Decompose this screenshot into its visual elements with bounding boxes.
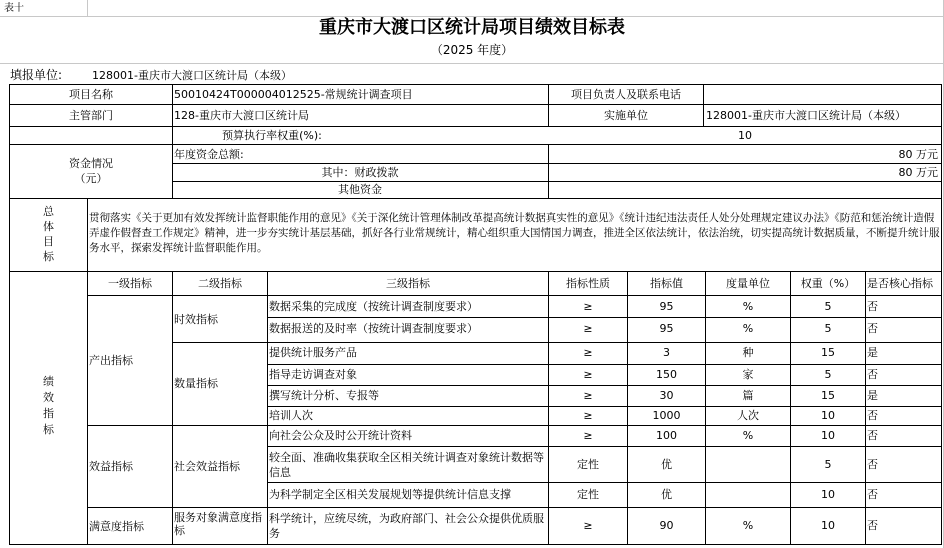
indicator-label-char: 指: [43, 407, 54, 420]
row-border: [9, 198, 942, 199]
indicator-nature: ≥: [583, 389, 593, 402]
indicator-unit: %: [742, 322, 754, 335]
indicator-core: 是: [867, 389, 878, 402]
indicator-nature: ≥: [583, 368, 593, 381]
indicator-weight: 5: [824, 368, 832, 381]
indicator-name: 提供统计服务产品: [269, 346, 357, 359]
indicator-name: 为科学制定全区相关发展规划等提供统计信息支撑: [269, 488, 511, 501]
indicator-nature: ≥: [583, 322, 593, 335]
table-left-border: [9, 84, 10, 545]
row-border: [172, 163, 942, 164]
header-level3: 三级指标: [386, 277, 430, 290]
col-border: [865, 271, 866, 545]
budget-weight-label: 预算执行率权重(%):: [222, 129, 322, 142]
indicator-weight: 5: [824, 300, 832, 313]
funds-unit: （元）: [74, 172, 108, 185]
row-border: [267, 385, 942, 386]
indicator-value: 95: [659, 300, 674, 313]
indicator-name: 数据采集的完成度（按统计调查制度要求）: [269, 300, 478, 313]
impl-unit-label: 实施单位: [604, 109, 648, 122]
row-border: [87, 507, 942, 508]
budget-weight-value: 10: [738, 129, 752, 142]
project-name-value: 50010424T000004012525-常规统计调查项目: [174, 88, 413, 101]
funds-other-label: 其他资金: [338, 183, 382, 196]
level1-output: 产出指标: [89, 354, 133, 367]
col-border: [267, 271, 268, 545]
indicator-unit: %: [742, 519, 754, 532]
indicator-name: 数据报送的及时率（按统计调查制度要求）: [269, 322, 478, 335]
indicator-name: 科学统计，应统尽统，为政府部门、社会公众提供优质服务: [269, 512, 544, 540]
indicator-weight: 10: [821, 519, 835, 532]
indicator-nature: ≥: [583, 409, 593, 422]
col-border: [87, 198, 88, 545]
row-border: [9, 126, 942, 127]
goal-label-char: 体: [43, 220, 54, 233]
level2-social-benefit: 社会效益指标: [174, 460, 240, 473]
dept-value: 128-重庆市大渡口区统计局: [174, 109, 309, 122]
row-border: [87, 425, 942, 426]
indicator-unit: %: [742, 300, 754, 313]
header-value: 指标值: [650, 277, 683, 290]
indicator-weight: 15: [821, 389, 835, 402]
indicator-nature: 定性: [577, 488, 599, 501]
indicator-unit: 种: [742, 346, 754, 359]
indicator-core: 否: [867, 300, 878, 313]
row-border: [9, 104, 942, 105]
indicator-unit: 家: [742, 368, 754, 381]
table-top-border: [9, 84, 942, 85]
level2-timeliness: 时效指标: [174, 313, 218, 326]
funds-total-label: 年度资金总额:: [174, 148, 244, 161]
indicator-unit: %: [742, 429, 754, 442]
row-border: [267, 364, 942, 365]
header-level2: 二级指标: [198, 277, 242, 290]
impl-unit-value: 128001-重庆市大渡口区统计局（本级）: [706, 109, 906, 122]
level1-benefit: 效益指标: [89, 460, 133, 473]
filler-value: 128001-重庆市大渡口区统计局（本级）: [92, 69, 292, 82]
page-title: 重庆市大渡口区统计局项目绩效目标表: [319, 17, 625, 38]
indicator-value: 1000: [652, 409, 681, 422]
sheet-label: 表十: [4, 3, 24, 14]
goal-label-char: 目: [43, 235, 54, 248]
header-level1: 一级指标: [108, 277, 152, 290]
indicator-weight: 10: [821, 488, 835, 501]
indicator-nature: 定性: [577, 458, 599, 471]
header-nature: 指标性质: [566, 277, 610, 290]
indicator-core: 是: [867, 346, 878, 359]
indicator-nature: ≥: [583, 429, 593, 442]
indicator-weight: 10: [821, 409, 835, 422]
funds-total-value: 80 万元: [898, 148, 938, 161]
funds-label: 资金情况: [69, 157, 113, 170]
indicator-core: 否: [867, 488, 878, 501]
indicator-core: 否: [867, 368, 878, 381]
table-right-border: [941, 84, 942, 545]
indicator-value: 95: [659, 322, 674, 335]
goal-text: 贯彻落实《关于更加有效发挥统计监督职能作用的意见》《关于深化统计管理体制改革提高统计数据真实性的意见》《统计违纪违法责任人处分处理规定建议办法》《防范和惩治统计造假弄虚作假督查工作规定》精神，进一步夯实统计基层基础，抓好各行业常规统计，精心组织重大国情国力调查，推进全区依法统计，依法治统，切实提高统计数据质量，不断提升统计服务水平，探索发挥统计监督职能作用。: [89, 212, 940, 254]
indicator-name: 向社会公众及时公开统计资料: [269, 429, 412, 442]
indicator-label-char: 效: [43, 391, 54, 404]
row-border: [267, 446, 942, 447]
indicator-value: 优: [661, 458, 672, 471]
level2-quantity: 数量指标: [174, 377, 218, 390]
row-border: [172, 342, 942, 343]
header-weight: 权重（%）: [800, 277, 856, 290]
indicator-value: 150: [656, 368, 677, 381]
indicator-value: 100: [656, 429, 677, 442]
project-name-label: 项目名称: [69, 88, 113, 101]
col-border: [703, 84, 704, 126]
funds-fiscal-value: 80 万元: [898, 166, 938, 179]
row-border: [172, 181, 942, 182]
col-border: [172, 271, 173, 545]
indicator-unit: 篇: [742, 389, 754, 402]
dept-label: 主管部门: [69, 109, 113, 122]
header-core: 是否核心指标: [867, 277, 933, 290]
indicator-weight: 5: [824, 322, 832, 335]
header-unit: 度量单位: [726, 277, 770, 290]
row-border: [9, 144, 942, 145]
indicator-nature: ≥: [583, 346, 593, 359]
table-bottom-border: [9, 544, 942, 545]
indicator-core: 否: [867, 409, 878, 422]
project-owner-label: 项目负责人及联系电话: [571, 88, 681, 101]
indicator-weight: 15: [821, 346, 835, 359]
row-border: [267, 406, 942, 407]
goal-label-char: 标: [43, 250, 54, 263]
indicator-weight: 10: [821, 429, 835, 442]
indicator-label-char: 标: [43, 423, 54, 436]
sheet-gridline: [87, 0, 88, 16]
indicator-core: 否: [867, 429, 878, 442]
indicator-name: 较全面、准确收集获取全区相关统计调查对象统计数据等信息: [269, 451, 544, 479]
row-border: [87, 295, 942, 296]
indicator-name: 指导走访调查对象: [269, 368, 357, 381]
indicator-core: 否: [867, 458, 878, 471]
year-label: （2025 年度）: [430, 43, 514, 57]
indicator-core: 否: [867, 322, 878, 335]
level2-service-satisfaction: 服务对象满意度指标: [174, 511, 262, 537]
row-border: [267, 482, 942, 483]
row-border: [9, 271, 942, 272]
indicator-name: 撰写统计分析、专报等: [269, 389, 379, 402]
indicator-unit: 人次: [737, 409, 759, 422]
sheet-gridline: [0, 63, 944, 64]
indicator-core: 否: [867, 519, 878, 532]
indicator-value: 优: [661, 488, 672, 501]
funds-fiscal-label: 其中：财政拨款: [321, 166, 399, 179]
indicator-value: 90: [659, 519, 674, 532]
indicator-nature: ≥: [583, 519, 593, 532]
indicator-label-char: 绩: [43, 375, 54, 388]
goal-label-char: 总: [43, 205, 54, 218]
indicator-value: 3: [663, 346, 670, 359]
indicator-name: 培训人次: [269, 409, 313, 422]
indicator-nature: ≥: [583, 300, 593, 313]
indicator-weight: 5: [824, 458, 832, 471]
indicator-value: 30: [659, 389, 674, 402]
row-border: [267, 317, 942, 318]
filler-label: 填报单位:: [10, 68, 63, 82]
level1-satisfaction: 满意度指标: [89, 520, 144, 533]
